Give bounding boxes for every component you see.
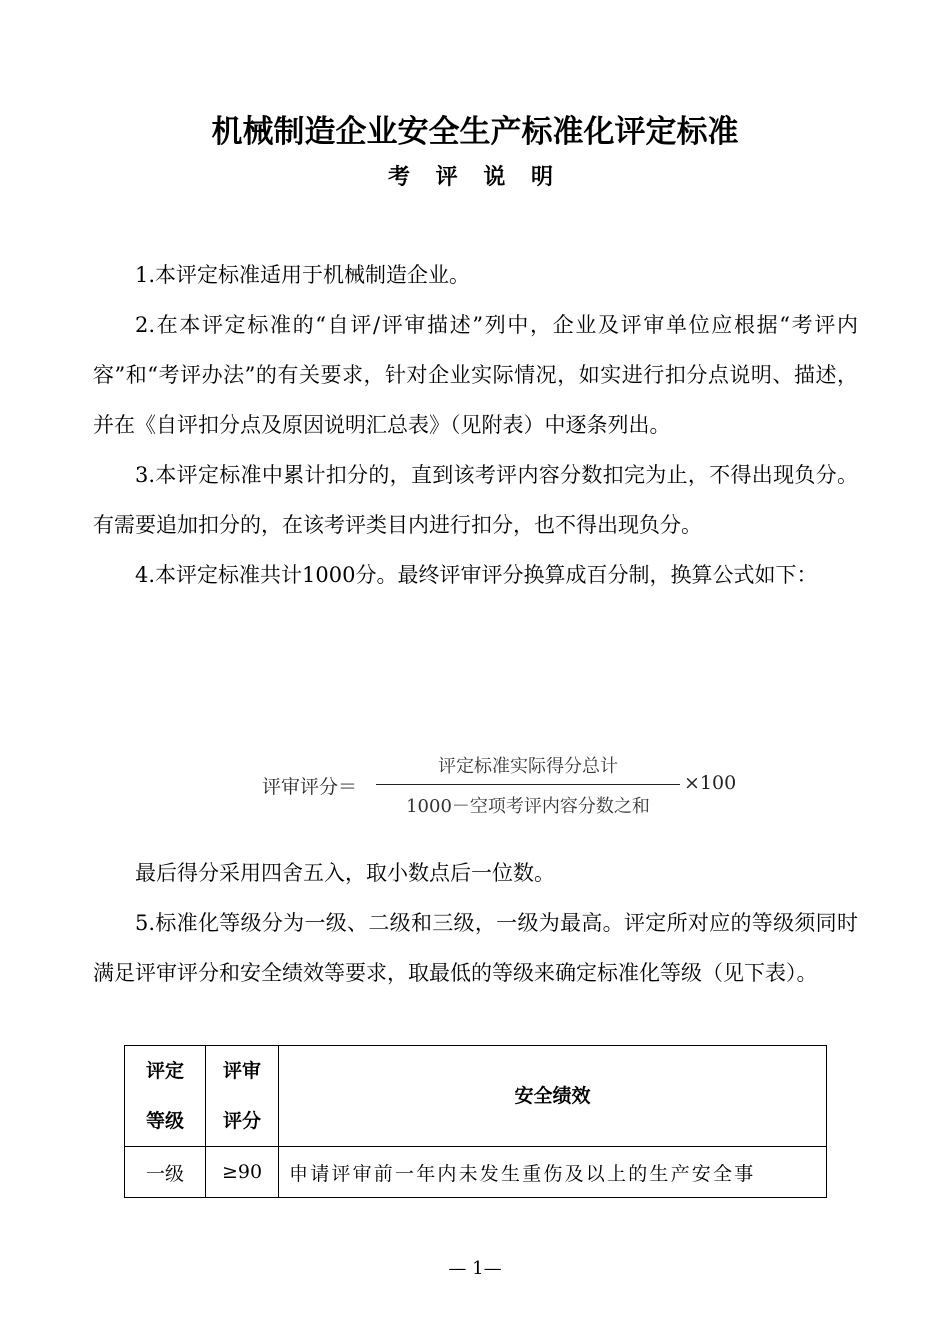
page-title: 机械制造企业安全生产标准化评定标准: [211, 114, 739, 150]
after-formula-text: [93, 848, 858, 998]
table-header-row: [125, 1046, 827, 1147]
header-score-line1: 评审: [222, 1060, 261, 1082]
header-score: [206, 1046, 279, 1147]
cell-score: ≥90: [206, 1147, 279, 1198]
formula-multiplier: ×100: [684, 772, 737, 794]
page-number: — 1—: [448, 1258, 502, 1279]
score-formula: [0, 752, 950, 822]
cell-grade: 一级: [125, 1147, 206, 1198]
formula-numerator: 评定标准实际得分总计: [438, 756, 618, 777]
header-grade: [125, 1046, 206, 1147]
header-score-line2: 评分: [222, 1110, 261, 1132]
formula-lhs: 评审评分＝: [262, 776, 358, 798]
paragraph-4: 4.本评定标准共计1000分。最终评审评分换算成百分制，换算公式如下：: [135, 563, 818, 587]
header-performance: 安全绩效: [279, 1046, 827, 1147]
header-grade-line2: 等级: [145, 1110, 184, 1132]
fraction-line: [376, 784, 680, 785]
paragraph-3: 3.本评定标准中累计扣分的，直到该考评内容分数扣完为止，不得出现负分。有需要追加扣分的，在该考评类目内进行扣分，也不得出现负分。: [93, 463, 858, 537]
paragraph-2: 2.在本评定标准的“自评/评审描述”列中，企业及评审单位应根据“考评内容”和“考评办法”的有关要求，针对企业实际情况，如实进行扣分点说明、描述，并在《自评扣分点及原因说明汇总表》（见附表）中逐条列出。: [93, 313, 858, 437]
formula-denominator: 1000－空项考评内容分数之和: [406, 796, 650, 817]
cell-performance: 申请评审前一年内未发生重伤及以上的生产安全事: [279, 1147, 827, 1198]
paragraph-5: 5.标准化等级分为一级、二级和三级，一级为最高。评定所对应的等级须同时满足评审评分和安全绩效等要求，取最低的等级来确定标准化等级（见下表）。: [93, 911, 858, 985]
paragraph-1: 1.本评定标准适用于机械制造企业。: [135, 263, 471, 287]
rounding-note: 最后得分采用四舍五入，取小数点后一位数。: [135, 861, 555, 885]
header-grade-line1: 评定: [145, 1060, 184, 1082]
grade-table: [124, 1045, 827, 1198]
table-row: [125, 1147, 827, 1198]
page-subtitle: 考 评 说 明: [388, 165, 562, 190]
body-text: [93, 250, 858, 600]
